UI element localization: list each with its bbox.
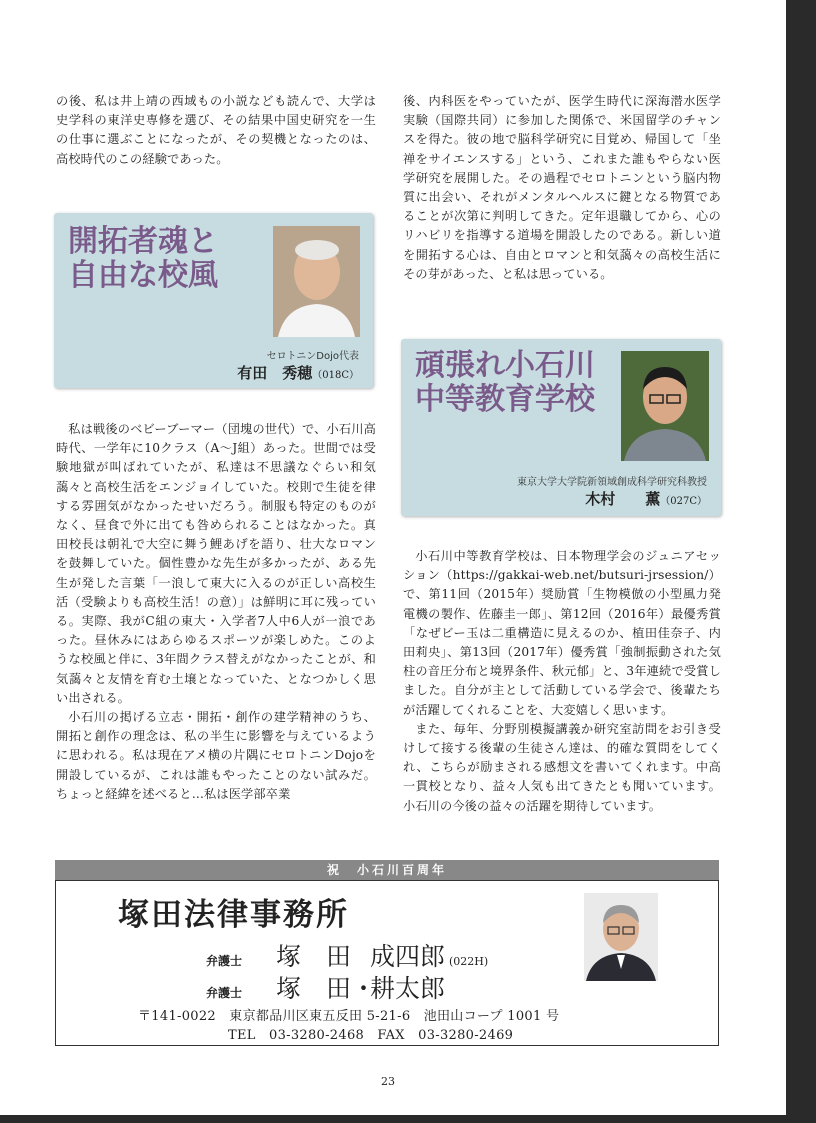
box-name bbox=[585, 488, 707, 509]
lawyer-first-name: 耕太郎 bbox=[370, 974, 446, 1003]
right-paragraph: 小石川中等教育学校は、日本物理学会のジュニアセッション（https://gakkai-web.net/butsuri-jrsession/）で、第11回（2015年）奨励賞「生物模倣の小型風力発電機の製作、佐藤圭一郎」、第12回（2016年）最優秀賞「なぜビー玉は二重構造に見えるのか、植田佳奈子、内田莉央」、第13回（2017年）優秀賞「強制振動された気柱の音圧分布と境界条件、秋元郁」と、3年連続で受賞しました。自分が主として活動している学会で、後輩たちが活躍してくれることを、大変嬉しく思います。 bbox=[403, 549, 721, 717]
right-paragraph: また、毎年、分野別模擬講義か研究室訪問をお引き受けして接する後輩の生徒さん達は、的確な質問をしてくれ、こちらが励まされる感想文を書いてくれます。中高一貫校となり、益々人気も出てきたとも聞いています。小石川の今後の益々の活躍を期待しています。 bbox=[403, 721, 721, 813]
portrait-illustration bbox=[621, 351, 709, 461]
portrait-photo-arita bbox=[273, 226, 360, 337]
profile-box-arita bbox=[54, 213, 373, 388]
intro-paragraph: の後、私は井上靖の西域もの小説なども読んで、大学は史学科の東洋史専修を選び、その結果中国史研究を一生の仕事に選ぶことになったが、その契機となったのは、高校時代のこの経験であった。 bbox=[56, 94, 376, 166]
author-name: 木村 薫 bbox=[585, 490, 661, 508]
author-class: （027C） bbox=[660, 496, 707, 507]
right-top-text bbox=[403, 92, 721, 284]
right-bottom-text bbox=[403, 547, 721, 816]
profile-box-kimura bbox=[401, 339, 721, 516]
scan-edge-right bbox=[786, 0, 816, 1123]
lawyer-class: (022H) bbox=[449, 955, 489, 968]
lawyer-last-name: 塚 田・ bbox=[276, 974, 377, 1003]
box-role: 東京大学大学院新領域創成科学研究科教授 bbox=[517, 477, 707, 488]
left-paragraph: 私は戦後のベビーブーマー（団塊の世代）で、小石川高時代、一学年に10クラス（A～J組）あった。世間では受験地獄が叫ばれていたが、私達は不思議なぐらい和気藹々と高校生活をエンジョイしていた。校則で生徒を律する雰囲気がなかったせいだろう。制服も特定のものがなく、昼食で外に出ても咎められることはなかった。真田校長は朝礼で大空に舞う鯉あげを語り、壮大なロマンを鼓舞していた。個性豊かな先生が多かったが、ある先生が発した言葉「一浪して東大に入るのが正しい高校生活（受験よりも高校生活！の意）」は鮮明に耳に残っている。実際、我がC組の東大・入学者7人中6人が一浪であった。昼休みにはあらゆるスポーツが楽しめた。このような校風と伴に、3年間クラス替えがなかったことが、和気藹々と友情を育む土壌となっていた、となつかしく思い出される。 bbox=[56, 422, 376, 705]
right-paragraph: 後、内科医をやっていたが、医学生時代に深海潜水医学実験（国際共同）に参加した関係で、米国留学のチャンスを得た。彼の地で脳科学研究に目覚め、帰国して「坐禅をサイエンスする」という、これまた誰もやらない医学研究を展開した。その過程でセロトニンという脳内物質に出会い、それがメンタルヘルスに鍵となる物質であることが次第に判明してきた。定年退職してから、心のリハビリを指導する道場を開設したのである。新しい道を開拓する心は、自由とロマンと和気藹々の高校生活にその芽があった、と私は思っている。 bbox=[403, 94, 721, 281]
box-role: セロトニンDojo代表 bbox=[266, 351, 359, 362]
firm-phone-fax: TEL 03-3280-2468 FAX 03-3280-2469 bbox=[228, 1028, 514, 1043]
law-firm-ad bbox=[55, 880, 719, 1046]
firm-name: 塚田法律事務所 bbox=[118, 897, 349, 933]
author-class: （018C） bbox=[312, 370, 359, 381]
left-intro-text bbox=[56, 92, 376, 169]
lawyer-first-name: 成四郎 bbox=[370, 942, 446, 971]
box-title: 開拓者魂と 自由な校風 bbox=[68, 224, 218, 293]
ad-header: 祝 小石川百周年 bbox=[55, 860, 719, 880]
scan-edge-bottom bbox=[0, 1115, 816, 1123]
box-name bbox=[237, 362, 359, 383]
portrait-photo-kimura bbox=[621, 351, 709, 461]
left-paragraph: 小石川の掲げる立志・開拓・創作の建学精神のうち、開拓と創作の理念は、私の半生に影響を与えているように思われる。私は現在アメ横の片隅にセロトニンDojoを開設しているが、これは誰もやったことのない試みだ。ちょっと経緯を述べると…私は医学部卒業 bbox=[56, 710, 376, 801]
firm-address: 〒141-0022 東京都品川区東五反田 5-21-6 池田山コープ 1001 号 bbox=[138, 1009, 560, 1024]
lawyer-label: 弁護士 bbox=[206, 954, 243, 968]
lawyer-row bbox=[206, 937, 488, 973]
lawyer-portrait-photo bbox=[584, 893, 658, 981]
page-number: 23 bbox=[381, 1075, 395, 1088]
lawyer-label: 弁護士 bbox=[206, 986, 243, 1000]
lawyer-row bbox=[206, 969, 445, 1005]
portrait-illustration bbox=[273, 226, 360, 337]
left-main-text bbox=[56, 420, 376, 804]
lawyer-last-name: 塚 田 bbox=[276, 942, 352, 971]
box-title: 頑張れ小石川 中等教育学校 bbox=[415, 348, 595, 417]
author-name: 有田 秀穂 bbox=[237, 364, 313, 382]
portrait-illustration bbox=[584, 893, 658, 981]
